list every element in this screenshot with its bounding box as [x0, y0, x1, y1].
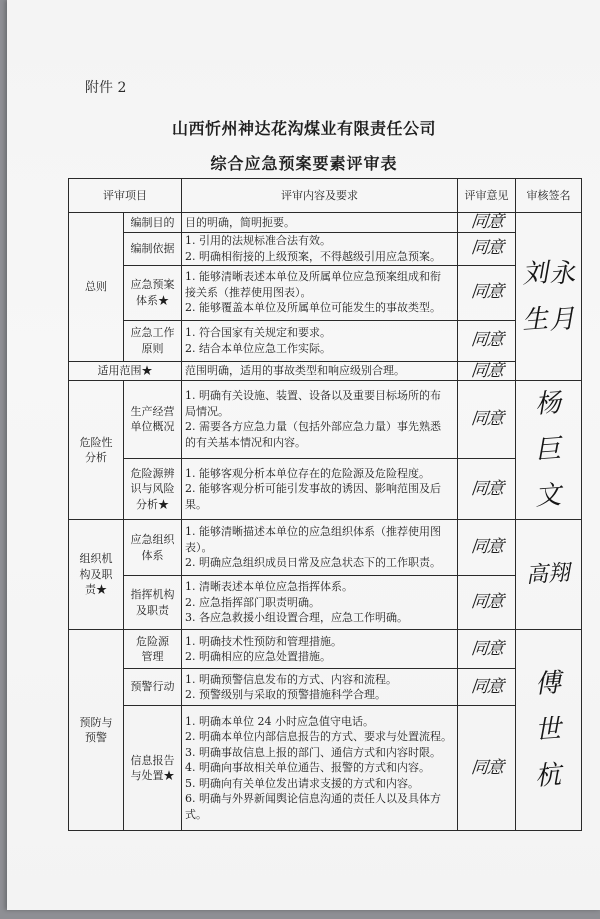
item-label: 应急工作 原则 — [124, 320, 182, 361]
table-row — [69, 576, 582, 630]
item-content: 范围明确，适用的事故类型和响应级别合理。 — [182, 361, 458, 381]
table-row — [69, 706, 582, 831]
header-opinion: 评审意见 — [458, 179, 516, 213]
item-content: 目的明确，简明扼要。 — [182, 213, 458, 233]
item-label: 应急组织 体系 — [124, 520, 182, 576]
item-content: 1. 引用的法规标准合法有效。 2. 明确相衔接的上级预案，不得越级引用应急预案。 — [182, 232, 458, 265]
attachment-label: 附件 2 — [85, 80, 127, 96]
opinion-handwritten: 同意 — [458, 458, 516, 519]
signature-handwritten: 杨 巨 文 — [516, 381, 582, 520]
review-table — [68, 178, 582, 831]
section-general: 总则 — [69, 213, 124, 362]
item-label: 信息报告 与处置★ — [124, 706, 182, 831]
opinion-handwritten: 同意 — [458, 669, 516, 706]
table-row — [69, 381, 582, 459]
opinion-handwritten: 同意 — [458, 630, 516, 669]
table-row — [69, 265, 582, 320]
table-row — [69, 320, 582, 361]
opinion-handwritten: 同意 — [458, 213, 516, 233]
item-label: 预警行动 — [124, 669, 182, 706]
table-row — [69, 520, 582, 576]
item-label: 生产经营 单位概况 — [124, 381, 182, 459]
opinion-handwritten: 同意 — [458, 381, 516, 459]
item-content: 1. 能够清晰描述本单位的应急组织体系（推荐使用图 表）。 2. 明确应急组织成员日常及应急状态下的工作职责。 — [182, 520, 458, 576]
opinion-handwritten: 同意 — [458, 706, 516, 831]
table-row — [69, 630, 582, 669]
form-title: 综合应急预案要素评审表 — [210, 154, 398, 173]
item-label: 应急预案 体系★ — [124, 265, 182, 320]
table-row — [69, 361, 582, 381]
item-label: 编制依据 — [124, 232, 182, 265]
item-label: 编制目的 — [124, 213, 182, 233]
item-label: 危险源辨 识与风险 分析★ — [124, 458, 182, 519]
table-row — [69, 213, 582, 233]
item-content: 1. 清晰表述本单位应急指挥体系。 2. 应急指挥部门职责明确。 3. 各应急救援小组设置合理，应急工作明确。 — [182, 576, 458, 630]
opinion-handwritten: 同意 — [458, 232, 516, 265]
header-item: 评审项目 — [69, 179, 182, 213]
item-content: 1. 明确预警信息发布的方式、内容和流程。 2. 预警级别与采取的预警措施科学合理。 — [182, 669, 458, 706]
signature-handwritten: 高翔 — [516, 520, 582, 630]
item-content: 1. 明确有关设施、装置、设备以及重要目标场所的布 局情况。 2. 需要各方应急力量（包括外部应急力量）事先熟悉 的有关基本情况和内容。 — [182, 381, 458, 459]
table-row — [69, 669, 582, 706]
company-name: 山西忻州神达花沟煤业有限责任公司 — [171, 119, 436, 138]
item-content: 1. 明确本单位 24 小时应急值守电话。 2. 明确本单位内部信息报告的方式、要求与处置流程。 3. 明确事故信息上报的部门、通信方式和内容时限。 4. 明确向事故相关单位通告、报警的方式和内容。 5. 明确向有关单位发出请求支援的方式和内容。 6. 明确与外界新闻舆论信息沟通的责任人以及具体方 式。 — [182, 706, 458, 831]
table-row — [69, 458, 582, 519]
opinion-handwritten: 同意 — [458, 576, 516, 630]
item-content: 1. 符合国家有关规定和要求。 2. 结合本单位应急工作实际。 — [182, 320, 458, 361]
signature-handwritten: 刘永 生月 — [516, 213, 582, 381]
opinion-handwritten: 同意 — [458, 265, 516, 320]
table-header-row — [69, 179, 582, 213]
item-content: 1. 明确技术性预防和管理措施。 2. 明确相应的应急处置措施。 — [182, 630, 458, 669]
item-content: 1. 能够客观分析本单位存在的危险源及危险程度。 2. 能够客观分析可能引发事故的诱因、影响范围及后 果。 — [182, 458, 458, 519]
opinion-handwritten: 同意 — [458, 520, 516, 576]
table-row — [69, 232, 582, 265]
section-hazard: 危险性 分析 — [69, 381, 124, 520]
header-content: 评审内容及要求 — [182, 179, 458, 213]
item-content: 1. 能够清晰表述本单位及所属单位应急预案组成和衔 接关系（推荐使用图表）。 2. 能够覆盖本单位及所属单位可能发生的事故类型。 — [182, 265, 458, 320]
section-prevent: 预防与 预警 — [69, 630, 124, 831]
header-signature: 审核签名 — [516, 179, 582, 213]
opinion-handwritten: 同意 — [458, 361, 516, 381]
signature-handwritten: 傅 世 杭 — [516, 630, 582, 831]
opinion-handwritten: 同意 — [458, 320, 516, 361]
item-label: 危险源 管理 — [124, 630, 182, 669]
section-scope: 适用范围★ — [69, 361, 182, 381]
item-label: 指挥机构 及职责 — [124, 576, 182, 630]
section-org: 组织机 构及职 责★ — [69, 520, 124, 630]
